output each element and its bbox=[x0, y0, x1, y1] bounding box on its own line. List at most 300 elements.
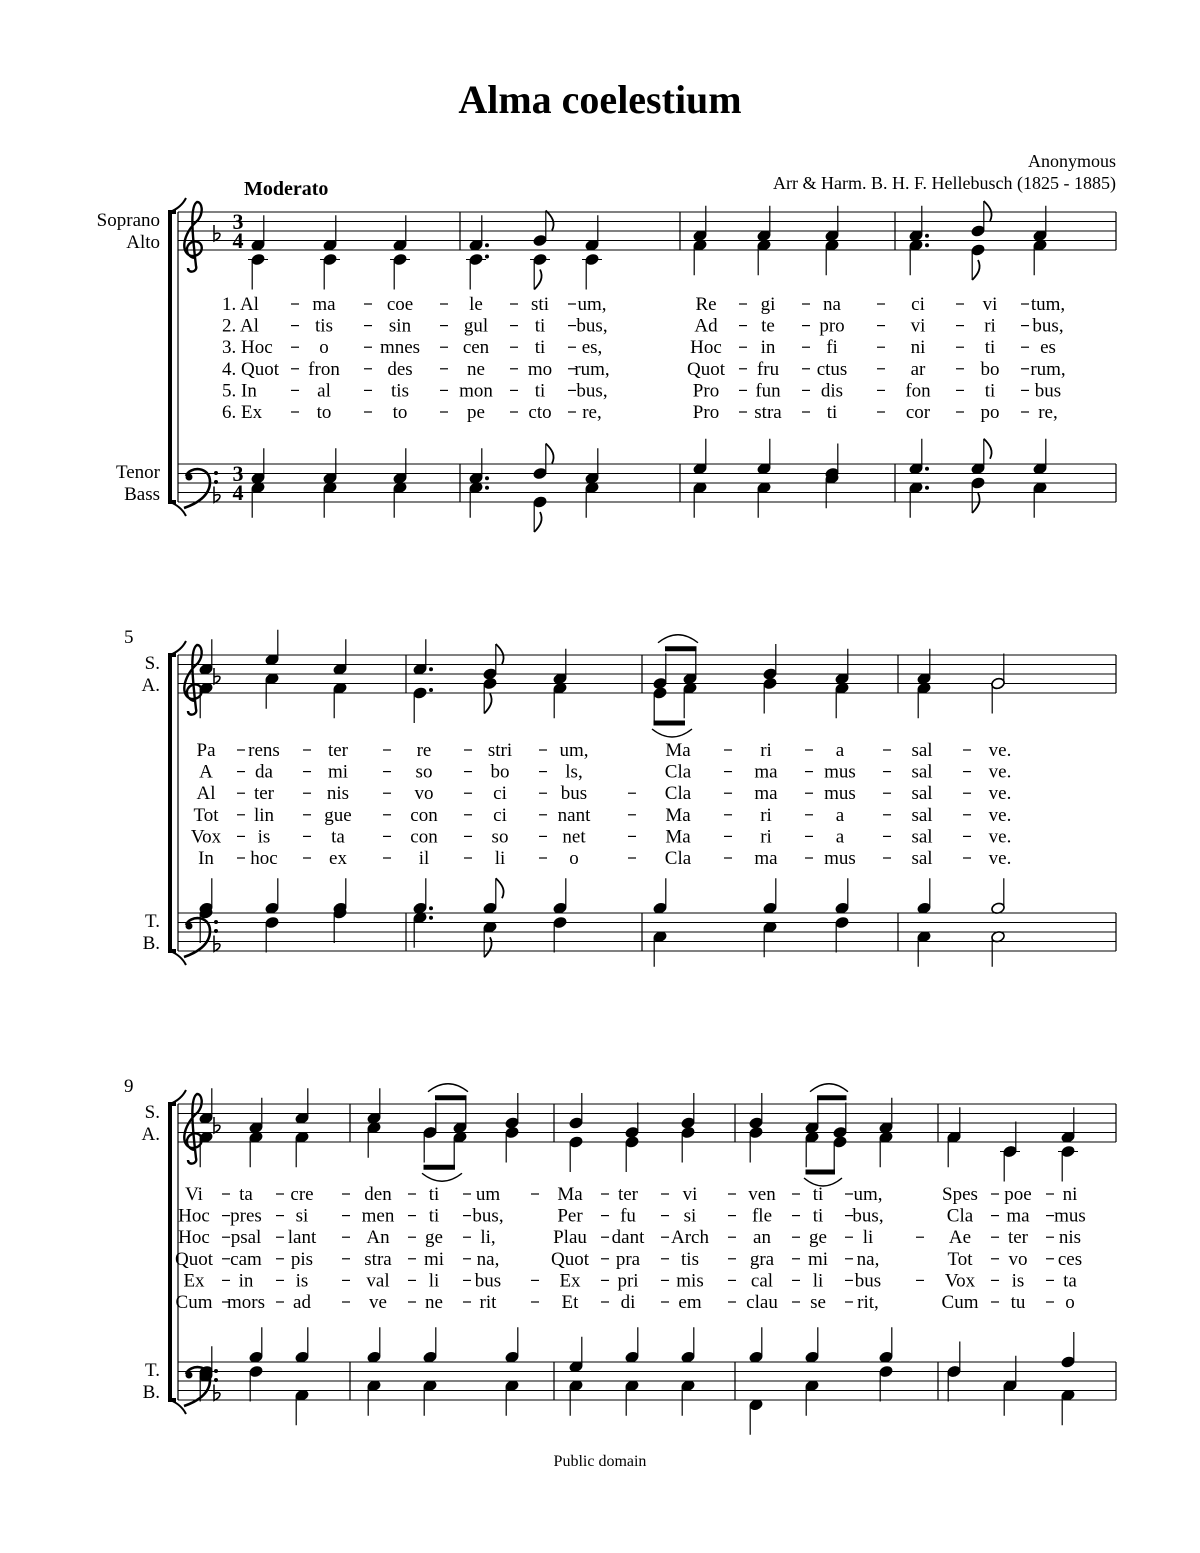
slur bbox=[428, 1084, 468, 1092]
lyric-syllable: an bbox=[753, 1227, 771, 1249]
lyric-syllable: fun bbox=[755, 380, 781, 402]
lyric-syllable: po bbox=[980, 402, 1000, 423]
note-head bbox=[553, 916, 568, 929]
lyric-syllable: ni bbox=[910, 337, 926, 359]
lyric-syllable: ti bbox=[534, 337, 546, 359]
lyric-syllable: ci bbox=[493, 783, 507, 805]
lyric-syllable: Ex bbox=[183, 1270, 205, 1292]
lyric-syllable: ma bbox=[754, 783, 778, 805]
lyric-syllable: ma bbox=[1006, 1205, 1030, 1227]
lyric-syllable: cen bbox=[462, 337, 490, 359]
lyric-syllable: psal bbox=[230, 1227, 262, 1249]
lyric-syllable: pres bbox=[230, 1205, 262, 1227]
lyric-syllable: mis bbox=[676, 1270, 704, 1292]
lyric-syllable: sti bbox=[531, 294, 549, 315]
note-flag bbox=[484, 937, 491, 957]
flat-icon bbox=[214, 936, 220, 952]
lyric-syllable: ma bbox=[312, 294, 336, 315]
lyric-syllable: bus, bbox=[576, 380, 608, 402]
note-head bbox=[265, 916, 280, 929]
lyric-syllable: Ma bbox=[665, 740, 691, 761]
lyric-syllable: se bbox=[810, 1292, 826, 1313]
lyric-syllable: 6. Ex bbox=[222, 402, 263, 423]
lyric-syllable: Cum bbox=[941, 1292, 979, 1313]
lyric-syllable: na, bbox=[476, 1248, 500, 1270]
lyric-syllable: gue bbox=[324, 804, 352, 826]
lyric-syllable: Cum bbox=[175, 1292, 213, 1313]
lyric-syllable: ve. bbox=[988, 783, 1012, 805]
lyric-syllable: Arch bbox=[671, 1227, 709, 1249]
lyric-syllable: so bbox=[491, 826, 509, 848]
lyric-syllable: si bbox=[683, 1205, 697, 1227]
note-flag bbox=[496, 644, 504, 664]
lyric-syllable: cam bbox=[230, 1248, 262, 1270]
lyric-syllable: ti bbox=[428, 1205, 440, 1227]
lyric-syllable: An bbox=[366, 1227, 390, 1249]
lyric-syllable: gul bbox=[463, 315, 489, 337]
lyric-syllable: mi bbox=[807, 1248, 829, 1270]
lyric-syllable: mo bbox=[527, 358, 553, 380]
lyric-syllable: cto bbox=[528, 402, 552, 423]
note-flag bbox=[972, 260, 979, 280]
lyric-syllable: sin bbox=[388, 315, 412, 337]
staff-label-upper: A. bbox=[141, 675, 160, 696]
lyric-syllable: fon bbox=[905, 380, 931, 402]
lyric-syllable: ti bbox=[812, 1184, 824, 1205]
lyric-syllable: is bbox=[295, 1270, 309, 1292]
lyric-syllable: ta bbox=[1063, 1270, 1077, 1292]
bass-clef-icon bbox=[214, 480, 218, 484]
measure-number: 9 bbox=[124, 1076, 134, 1097]
lyric-syllable: 5. In bbox=[222, 380, 257, 402]
lyric-syllable: ci bbox=[911, 294, 925, 315]
lyric-syllable: nis bbox=[1058, 1227, 1082, 1249]
staff-label-upper: S. bbox=[144, 653, 160, 674]
lyric-syllable: ti bbox=[984, 380, 996, 402]
lyric-syllable: vi bbox=[682, 1184, 698, 1205]
bass-clef-icon bbox=[186, 1372, 193, 1379]
bass-clef-icon bbox=[214, 471, 218, 475]
lyric-syllable: um, bbox=[853, 1184, 883, 1205]
note-head bbox=[971, 225, 986, 238]
lyric-syllable: si bbox=[295, 1205, 309, 1227]
lyric-syllable: re, bbox=[582, 402, 602, 423]
slur bbox=[658, 635, 698, 643]
lyric-syllable: Cla bbox=[664, 761, 692, 783]
lyric-syllable: ma bbox=[754, 848, 778, 869]
staff-label-lower: Bass bbox=[124, 484, 160, 505]
lyric-syllable: pis bbox=[290, 1248, 314, 1270]
note-head bbox=[569, 1117, 584, 1130]
lyric-syllable: a bbox=[835, 826, 845, 848]
note-beam bbox=[424, 1165, 456, 1170]
lyric-syllable: bus bbox=[1034, 380, 1062, 402]
lyric-syllable: Tot bbox=[193, 804, 219, 826]
lyric-syllable: gi bbox=[760, 294, 776, 315]
lyric-syllable: na, bbox=[856, 1248, 880, 1270]
lyric-syllable: le bbox=[469, 294, 483, 315]
note-head bbox=[681, 1126, 696, 1139]
lyric-syllable: pri bbox=[617, 1270, 639, 1292]
lyric-syllable: ta bbox=[331, 826, 345, 848]
lyric-syllable: ci bbox=[493, 804, 507, 826]
lyric-syllable: Vox bbox=[190, 826, 222, 848]
lyric-syllable: Ma bbox=[665, 804, 691, 826]
lyric-syllable: bo bbox=[980, 358, 1000, 380]
lyric-syllable: Pro bbox=[692, 402, 720, 423]
lyric-syllable: um, bbox=[559, 740, 589, 761]
lyric-syllable: em bbox=[678, 1292, 702, 1313]
lyric-syllable: rum, bbox=[574, 358, 610, 380]
note-head bbox=[249, 1365, 264, 1378]
measure-number: 5 bbox=[124, 627, 134, 648]
lyric-syllable: Per bbox=[557, 1205, 583, 1227]
note-flag bbox=[546, 444, 554, 464]
lyric-syllable: ter bbox=[253, 783, 275, 805]
lyric-syllable: bus bbox=[474, 1270, 502, 1292]
lyric-syllable: rit bbox=[479, 1292, 497, 1313]
lyric-syllable: 3. Hoc bbox=[222, 337, 273, 359]
staff-label-upper: S. bbox=[144, 1102, 160, 1123]
lyric-syllable: re, bbox=[1038, 402, 1058, 423]
staff-label-lower: T. bbox=[145, 1360, 160, 1381]
lyric-syllable: ctus bbox=[816, 358, 848, 380]
system-bracket bbox=[170, 641, 186, 655]
flat-icon bbox=[214, 1117, 220, 1133]
note-head bbox=[1061, 1356, 1076, 1369]
note-head bbox=[625, 1136, 640, 1149]
lyric-syllable: ne bbox=[425, 1292, 443, 1313]
lyric-syllable: ge bbox=[809, 1227, 827, 1249]
note-head bbox=[763, 677, 778, 690]
lyric-syllable: ces bbox=[1057, 1248, 1083, 1270]
lyric-syllable: to bbox=[316, 402, 332, 423]
lyric-syllable: dant bbox=[611, 1227, 645, 1249]
note-dot bbox=[485, 476, 489, 480]
lyric-syllable: Vi bbox=[185, 1184, 203, 1205]
lyric-syllable: fi bbox=[826, 337, 838, 359]
lyric-syllable: li, bbox=[480, 1227, 496, 1249]
lyric-syllable: ls, bbox=[565, 761, 583, 783]
note-dot bbox=[429, 916, 433, 920]
lyric-syllable: bus bbox=[560, 783, 588, 805]
staff-label-lower: Tenor bbox=[115, 462, 160, 483]
lyric-syllable: lin bbox=[253, 804, 275, 826]
lyric-syllable: ma bbox=[754, 761, 778, 783]
note-head bbox=[653, 687, 668, 700]
lyric-syllable: a bbox=[835, 740, 845, 761]
lyric-syllable: Ad bbox=[694, 315, 718, 337]
lyric-syllable: ve bbox=[369, 1292, 387, 1313]
lyric-syllable: Spes bbox=[942, 1184, 978, 1205]
note-head bbox=[835, 916, 850, 929]
staff-label-upper: Soprano bbox=[96, 210, 160, 231]
note-head bbox=[879, 1365, 894, 1378]
lyric-syllable: rens bbox=[248, 740, 280, 761]
note-dot bbox=[429, 906, 433, 910]
lyric-syllable: vo bbox=[1008, 1248, 1028, 1270]
lyric-syllable: Et bbox=[561, 1292, 579, 1313]
lyric-syllable: stra bbox=[754, 402, 782, 423]
system-bracket bbox=[170, 212, 176, 502]
lyric-syllable: Cla bbox=[664, 783, 692, 805]
lyric-syllable: li bbox=[494, 848, 506, 869]
lyric-syllable: vi bbox=[910, 315, 926, 337]
lyric-syllable: des bbox=[387, 358, 413, 380]
lyric-syllable: con bbox=[410, 826, 438, 848]
note-head bbox=[533, 496, 548, 509]
lyric-syllable: ti bbox=[812, 1205, 824, 1227]
slur bbox=[422, 1173, 462, 1181]
note-head bbox=[413, 687, 428, 700]
note-dot bbox=[925, 486, 929, 490]
lyric-syllable: ni bbox=[1062, 1184, 1078, 1205]
lyric-syllable: es bbox=[1040, 337, 1056, 359]
time-signature-icon: 3 bbox=[232, 209, 244, 234]
lyric-syllable: Quot bbox=[175, 1248, 213, 1270]
lyric-syllable: is bbox=[257, 826, 271, 848]
time-signature-icon: 4 bbox=[232, 480, 244, 505]
lyric-syllable: cal bbox=[750, 1270, 774, 1292]
copyright-footer: Public domain bbox=[553, 1453, 647, 1470]
staff-label-lower: B. bbox=[142, 1382, 160, 1403]
lyric-syllable: ter bbox=[327, 740, 349, 761]
lyric-syllable: tis bbox=[391, 380, 409, 402]
note-flag bbox=[534, 270, 541, 290]
lyric-syllable: fu bbox=[620, 1205, 636, 1227]
lyric-syllable: Pro bbox=[692, 380, 720, 402]
lyric-syllable: coe bbox=[386, 294, 414, 315]
note-head bbox=[569, 1136, 584, 1149]
lyric-syllable: Re bbox=[695, 294, 717, 315]
lyric-syllable: ex bbox=[329, 848, 347, 869]
lyric-syllable: ti bbox=[984, 337, 996, 359]
lyric-syllable: clau bbox=[746, 1292, 778, 1313]
lyric-syllable: pro bbox=[819, 315, 845, 337]
lyric-syllable: sal bbox=[911, 740, 933, 761]
lyric-syllable: cor bbox=[905, 402, 931, 423]
lyric-syllable: poe bbox=[1004, 1184, 1032, 1205]
lyric-syllable: Tot bbox=[947, 1248, 973, 1270]
tempo-marking: Moderato bbox=[244, 178, 329, 200]
lyric-syllable: ri bbox=[760, 804, 772, 826]
note-dot bbox=[429, 688, 433, 692]
lyric-syllable: pe bbox=[467, 402, 485, 423]
lyric-syllable: na bbox=[823, 294, 841, 315]
lyric-syllable: so bbox=[415, 761, 433, 783]
arranger-line: Arr & Harm. B. H. F. Hellebusch (1825 - 1885) bbox=[772, 173, 1116, 193]
lyric-syllable: sal bbox=[911, 826, 933, 848]
lyric-syllable: Ma bbox=[557, 1184, 583, 1205]
lyric-syllable: fle bbox=[751, 1205, 773, 1227]
note-beam bbox=[806, 1170, 836, 1175]
lyric-syllable: li bbox=[862, 1227, 874, 1249]
lyric-syllable: sal bbox=[911, 804, 933, 826]
lyric-syllable: nant bbox=[557, 804, 591, 826]
lyric-syllable: cre bbox=[290, 1184, 314, 1205]
lyric-syllable: in bbox=[760, 337, 776, 359]
lyric-syllable: ad bbox=[293, 1292, 311, 1313]
lyric-syllable: es, bbox=[581, 337, 603, 359]
system-bracket bbox=[170, 655, 176, 951]
lyric-syllable: in bbox=[238, 1270, 254, 1292]
lyric-syllable: tu bbox=[1010, 1292, 1026, 1313]
system-bracket bbox=[170, 1090, 186, 1104]
system-bracket bbox=[170, 198, 186, 212]
lyric-syllable: bo bbox=[490, 761, 510, 783]
note-flag bbox=[484, 694, 491, 714]
time-signature-icon: 4 bbox=[232, 228, 244, 253]
lyric-syllable: sal bbox=[911, 761, 933, 783]
note-flag bbox=[972, 493, 979, 513]
lyric-syllable: pra bbox=[615, 1248, 641, 1270]
note-head bbox=[533, 234, 548, 247]
lyric-syllable: ti bbox=[428, 1184, 440, 1205]
bass-clef-icon bbox=[186, 474, 193, 481]
note-head bbox=[505, 1126, 520, 1139]
lyric-syllable: Quot bbox=[551, 1248, 589, 1270]
bass-clef-icon bbox=[214, 929, 218, 933]
lyric-syllable: Hoc bbox=[178, 1227, 210, 1249]
lyric-syllable: Hoc bbox=[690, 337, 722, 359]
note-beam bbox=[665, 646, 697, 651]
lyric-syllable: re bbox=[416, 740, 432, 761]
lyric-syllable: Pa bbox=[196, 740, 216, 761]
flat-icon bbox=[214, 225, 220, 241]
lyric-syllable: rit, bbox=[857, 1292, 879, 1313]
note-head bbox=[533, 467, 548, 480]
bass-clef-icon bbox=[214, 920, 218, 924]
bass-clef-icon bbox=[186, 923, 193, 930]
lyric-syllable: dis bbox=[820, 380, 844, 402]
lyric-syllable: Cla bbox=[664, 848, 692, 869]
lyric-syllable: o bbox=[319, 337, 329, 359]
lyric-syllable: ter bbox=[617, 1184, 639, 1205]
flat-icon bbox=[214, 668, 220, 684]
note-beam bbox=[654, 721, 686, 726]
lyric-syllable: Vox bbox=[944, 1270, 976, 1292]
note-dot bbox=[485, 255, 489, 259]
lyric-syllable: li bbox=[428, 1270, 440, 1292]
lyric-syllable: ri bbox=[760, 826, 772, 848]
lyric-syllable: den bbox=[364, 1184, 392, 1205]
lyric-syllable: bus, bbox=[852, 1205, 884, 1227]
lyric-syllable: tum, bbox=[1030, 294, 1066, 315]
system-bracket bbox=[170, 502, 186, 516]
lyric-syllable: mus bbox=[1054, 1205, 1086, 1227]
note-head bbox=[971, 477, 986, 490]
note-dot bbox=[485, 486, 489, 490]
staff-label-lower: T. bbox=[145, 911, 160, 932]
lyric-syllable: ar bbox=[910, 358, 926, 380]
note-flag bbox=[496, 878, 504, 898]
lyric-syllable: val bbox=[366, 1270, 390, 1292]
lyric-syllable: ven bbox=[748, 1184, 776, 1205]
lyric-syllable: al bbox=[317, 380, 331, 402]
note-dot bbox=[485, 243, 489, 247]
lyric-syllable: lant bbox=[287, 1227, 317, 1249]
lyric-syllable: Ma bbox=[665, 826, 691, 848]
lyric-syllable: tis bbox=[315, 315, 333, 337]
lyric-syllable: hoc bbox=[250, 848, 278, 869]
lyric-syllable: ti bbox=[534, 315, 546, 337]
lyric-syllable: ti bbox=[826, 402, 838, 423]
lyric-syllable: da bbox=[255, 761, 273, 783]
piece-title: Alma coelestium bbox=[458, 77, 742, 122]
lyric-syllable: nis bbox=[326, 783, 350, 805]
lyric-syllable: mus bbox=[824, 761, 856, 783]
lyric-syllable: ri bbox=[984, 315, 996, 337]
lyric-syllable: ge bbox=[425, 1227, 443, 1249]
lyric-syllable: ti bbox=[534, 380, 546, 402]
lyric-syllable: Quot bbox=[687, 358, 725, 380]
note-flag bbox=[546, 211, 554, 231]
lyric-syllable: ve. bbox=[988, 848, 1012, 869]
lyric-syllable: um, bbox=[577, 294, 607, 315]
composer-line: Anonymous bbox=[1027, 151, 1116, 171]
lyric-syllable: mon bbox=[459, 380, 493, 402]
slur bbox=[652, 729, 692, 737]
system-bracket bbox=[170, 1400, 186, 1414]
bass-clef-icon bbox=[214, 1369, 218, 1373]
lyric-syllable: 4. Quot bbox=[222, 358, 279, 380]
lyric-syllable: te bbox=[761, 315, 775, 337]
lyric-syllable: 1. Al bbox=[222, 294, 259, 315]
lyric-syllable: mors bbox=[227, 1292, 265, 1313]
note-head bbox=[947, 1365, 962, 1378]
lyric-syllable: Al bbox=[196, 783, 216, 805]
lyric-syllable: vi bbox=[982, 294, 998, 315]
lyric-syllable: to bbox=[392, 402, 408, 423]
note-dot bbox=[429, 667, 433, 671]
lyric-syllable: Ex bbox=[559, 1270, 581, 1292]
lyric-syllable: fron bbox=[308, 358, 340, 380]
lyric-syllable: Ae bbox=[948, 1227, 972, 1249]
slur bbox=[810, 1084, 848, 1092]
lyric-syllable: mus bbox=[824, 848, 856, 869]
lyric-syllable: ve. bbox=[988, 740, 1012, 761]
lyric-syllable: men bbox=[361, 1205, 395, 1227]
note-head bbox=[971, 244, 986, 257]
note-dot bbox=[925, 234, 929, 238]
staff-label-upper: A. bbox=[141, 1124, 160, 1145]
lyric-syllable: net bbox=[562, 826, 586, 848]
note-head bbox=[483, 677, 498, 690]
lyric-syllable: um bbox=[475, 1184, 501, 1205]
lyric-syllable: vo bbox=[414, 783, 434, 805]
lyric-syllable: a bbox=[835, 804, 845, 826]
note-flag bbox=[534, 512, 541, 532]
lyric-syllable: In bbox=[198, 848, 214, 869]
lyric-syllable: ri bbox=[760, 740, 772, 761]
lyric-syllable: mnes bbox=[379, 337, 421, 359]
lyric-syllable: is bbox=[1011, 1270, 1025, 1292]
lyric-syllable: ve. bbox=[988, 761, 1012, 783]
lyric-syllable: con bbox=[410, 804, 438, 826]
lyric-syllable: sal bbox=[911, 848, 933, 869]
lyric-syllable: rum, bbox=[1030, 358, 1066, 380]
lyric-syllable: bus, bbox=[472, 1205, 504, 1227]
note-beam bbox=[817, 1095, 847, 1100]
note-head bbox=[833, 1136, 848, 1149]
lyric-syllable: bus, bbox=[576, 315, 608, 337]
lyric-syllable: li bbox=[812, 1270, 824, 1292]
note-head bbox=[991, 677, 1006, 690]
note-flag bbox=[984, 439, 992, 459]
flat-icon bbox=[214, 1385, 220, 1401]
time-signature-icon: 3 bbox=[232, 461, 244, 486]
lyric-syllable: ne bbox=[467, 358, 485, 380]
